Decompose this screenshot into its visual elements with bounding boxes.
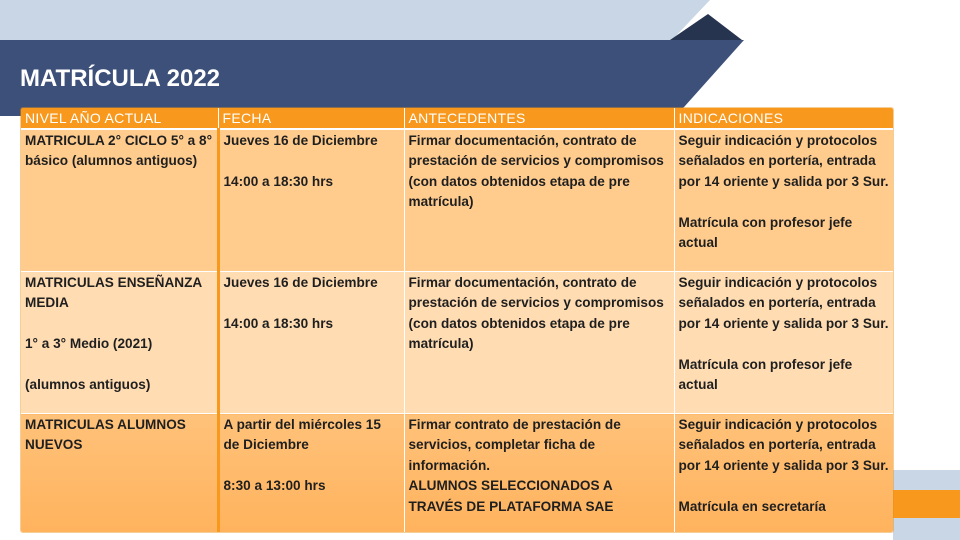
- bottom-right-blue-band-lower: [893, 518, 960, 540]
- cell-nivel: MATRICULAS ALUMNOS NUEVOS: [21, 414, 218, 533]
- enrollment-table-container: [21, 108, 893, 532]
- cell-antecedentes: Firmar contrato de prestación de servicios, completar ficha de información. ALUMNOS SELECCIONADOS A TRAVÉS DE PLATAFORMA SAE: [404, 414, 674, 533]
- header-fecha: FECHA: [218, 108, 404, 129]
- table-row: [21, 272, 893, 414]
- cell-fecha: Jueves 16 de Diciembre 14:00 a 18:30 hrs: [218, 129, 404, 272]
- slide-title: MATRÍCULA 2022: [20, 65, 221, 92]
- header-nivel: NIVEL AÑO ACTUAL: [21, 108, 218, 129]
- cell-antecedentes: Firmar documentación, contrato de prestación de servicios y compromisos (con datos obtenidos etapa de pre matrícula): [404, 272, 674, 414]
- enrollment-table: [21, 108, 893, 532]
- cell-nivel: MATRICULA 2° CICLO 5° a 8° básico (alumnos antiguos): [21, 129, 218, 272]
- bottom-right-blue-band: [893, 470, 960, 490]
- cell-indicaciones: Seguir indicación y protocolos señalados en portería, entrada por 14 oriente y salida por 3 Sur. Matrícula en secretaría: [674, 414, 893, 533]
- cell-indicaciones: Seguir indicación y protocolos señalados en portería, entrada por 14 oriente y salida por 3 Sur. Matrícula con profesor jefe actual: [674, 129, 893, 272]
- table-header-row: [21, 108, 893, 129]
- cell-fecha: A partir del miércoles 15 de Diciembre 8:30 a 13:00 hrs: [218, 414, 404, 533]
- top-left-blue-shape: [0, 0, 710, 40]
- cell-antecedentes: Firmar documentación, contrato de prestación de servicios y compromisos (con datos obtenidos etapa de pre matrícula): [404, 129, 674, 272]
- cell-nivel: MATRICULAS ENSEÑANZA MEDIA 1° a 3° Medio (2021) (alumnos antiguos): [21, 272, 218, 414]
- table-row: [21, 414, 893, 533]
- cell-fecha: Jueves 16 de Diciembre 14:00 a 18:30 hrs: [218, 272, 404, 414]
- header-indicaciones: INDICACIONES: [674, 108, 893, 129]
- bottom-right-orange-band: [893, 490, 960, 518]
- table-row: [21, 129, 893, 272]
- header-antecedentes: ANTECEDENTES: [404, 108, 674, 129]
- cell-indicaciones: Seguir indicación y protocolos señalados en portería, entrada por 14 oriente y salida por 3 Sur. Matrícula con profesor jefe actual: [674, 272, 893, 414]
